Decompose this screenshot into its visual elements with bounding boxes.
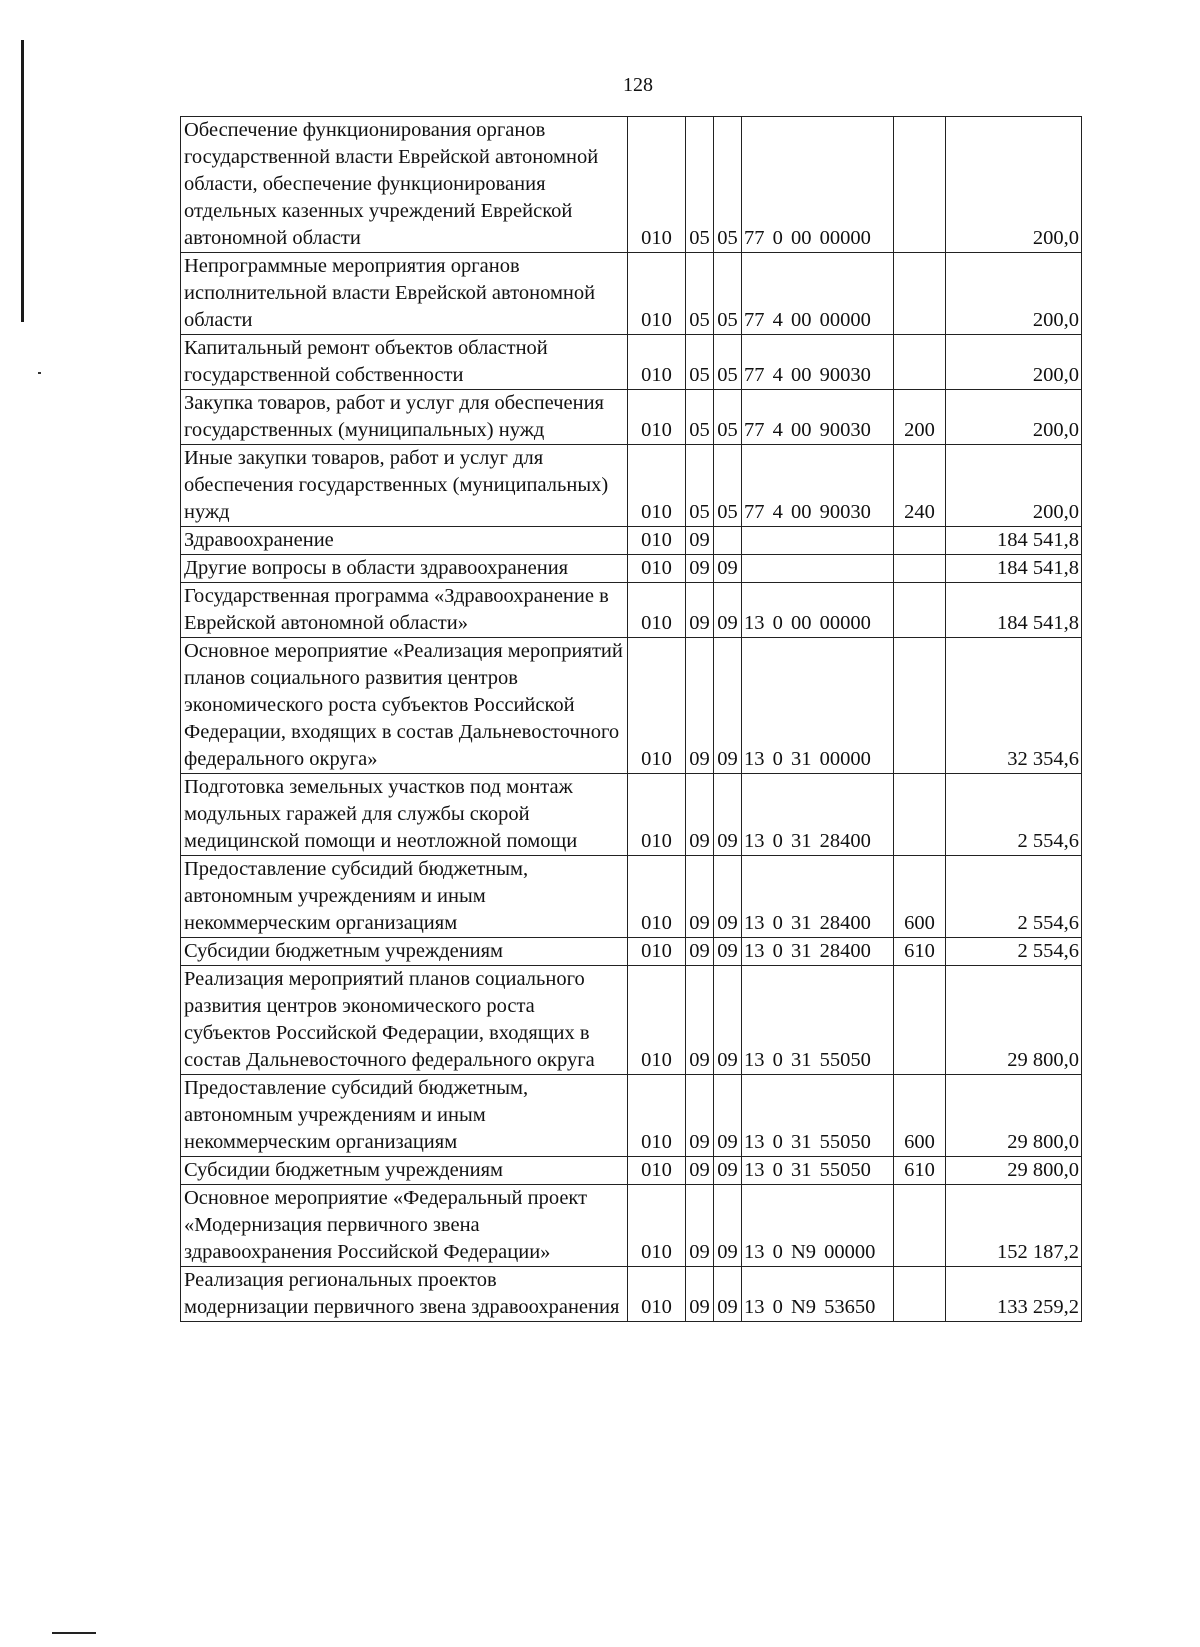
table-row — [181, 1185, 1082, 1267]
ministry-code-cell: 010 — [628, 390, 686, 445]
subsection-code-cell: 05 — [714, 445, 742, 527]
section-code-cell: 09 — [686, 527, 714, 555]
subsection-code-cell: 09 — [714, 1185, 742, 1267]
sum-cell: 184 541,8 — [946, 583, 1082, 638]
expense-type-cell — [894, 555, 946, 583]
subsection-code-cell: 09 — [714, 638, 742, 774]
expense-type-cell: 600 — [894, 1075, 946, 1157]
expense-type-cell — [894, 1267, 946, 1322]
subsection-code-cell: 09 — [714, 966, 742, 1075]
row-name-cell: Предоставление субсидий бюджетным, автономным учреждениям и иным некоммерческим организациям — [181, 856, 628, 938]
sum-cell: 184 541,8 — [946, 527, 1082, 555]
table-row — [181, 445, 1082, 527]
target-article-cell: 13 0 31 55050 — [742, 1075, 894, 1157]
sum-cell: 29 800,0 — [946, 1157, 1082, 1185]
sum-cell: 133 259,2 — [946, 1267, 1082, 1322]
budget-table — [180, 116, 1082, 1322]
sum-cell: 29 800,0 — [946, 966, 1082, 1075]
sum-cell: 200,0 — [946, 390, 1082, 445]
section-code-cell: 09 — [686, 938, 714, 966]
ministry-code-cell: 010 — [628, 583, 686, 638]
target-article-cell — [742, 555, 894, 583]
section-code-cell: 09 — [686, 1075, 714, 1157]
ministry-code-cell: 010 — [628, 555, 686, 583]
page-number: 128 — [623, 74, 653, 96]
subsection-code-cell — [714, 527, 742, 555]
sum-cell: 2 554,6 — [946, 856, 1082, 938]
table-row — [181, 856, 1082, 938]
ministry-code-cell: 010 — [628, 938, 686, 966]
row-name-cell: Здравоохранение — [181, 527, 628, 555]
sum-cell: 2 554,6 — [946, 774, 1082, 856]
row-name-cell: Обеспечение функционирования органов государственной власти Еврейской автономной области, обеспечение функционирования отдельных казенных учреждений Еврейской автономной области — [181, 117, 628, 253]
sum-cell: 200,0 — [946, 445, 1082, 527]
subsection-code-cell: 05 — [714, 253, 742, 335]
table-row — [181, 966, 1082, 1075]
expense-type-cell: 240 — [894, 445, 946, 527]
ministry-code-cell: 010 — [628, 856, 686, 938]
expense-type-cell — [894, 966, 946, 1075]
subsection-code-cell: 05 — [714, 335, 742, 390]
row-name-cell: Реализация мероприятий планов социального развития центров экономического роста субъектов Российской Федерации, входящих в состав Дальневосточного федерального округа — [181, 966, 628, 1075]
footer-rule — [52, 1632, 96, 1634]
ministry-code-cell: 010 — [628, 966, 686, 1075]
section-code-cell: 09 — [686, 1185, 714, 1267]
sum-cell: 152 187,2 — [946, 1185, 1082, 1267]
target-article-cell: 13 0 31 28400 — [742, 774, 894, 856]
section-code-cell: 09 — [686, 1267, 714, 1322]
target-article-cell: 13 0 31 28400 — [742, 856, 894, 938]
target-article-cell: 13 0 31 55050 — [742, 1157, 894, 1185]
expense-type-cell: 610 — [894, 1157, 946, 1185]
target-article-cell: 13 0 00 00000 — [742, 583, 894, 638]
subsection-code-cell: 09 — [714, 1075, 742, 1157]
table-row — [181, 390, 1082, 445]
ministry-code-cell: 010 — [628, 527, 686, 555]
ministry-code-cell: 010 — [628, 445, 686, 527]
ministry-code-cell: 010 — [628, 638, 686, 774]
target-article-cell: 77 4 00 90030 — [742, 445, 894, 527]
table-row — [181, 117, 1082, 253]
row-name-cell: Подготовка земельных участков под монтаж модульных гаражей для службы скорой медицинской помощи и неотложной помощи — [181, 774, 628, 856]
target-article-cell: 77 4 00 90030 — [742, 390, 894, 445]
ministry-code-cell: 010 — [628, 774, 686, 856]
expense-type-cell — [894, 638, 946, 774]
target-article-cell: 77 4 00 00000 — [742, 253, 894, 335]
target-article-cell: 13 0 N9 53650 — [742, 1267, 894, 1322]
section-code-cell: 09 — [686, 856, 714, 938]
subsection-code-cell: 09 — [714, 555, 742, 583]
row-name-cell: Закупка товаров, работ и услуг для обеспечения государственных (муниципальных) нужд — [181, 390, 628, 445]
ministry-code-cell: 010 — [628, 253, 686, 335]
table-row — [181, 253, 1082, 335]
expense-type-cell — [894, 335, 946, 390]
row-name-cell: Капитальный ремонт объектов областной государственной собственности — [181, 335, 628, 390]
section-code-cell: 05 — [686, 253, 714, 335]
sum-cell: 200,0 — [946, 335, 1082, 390]
sum-cell: 200,0 — [946, 253, 1082, 335]
table-row — [181, 774, 1082, 856]
row-name-cell: Иные закупки товаров, работ и услуг для обеспечения государственных (муниципальных) нужд — [181, 445, 628, 527]
table-row — [181, 938, 1082, 966]
section-code-cell: 05 — [686, 117, 714, 253]
sum-cell: 200,0 — [946, 117, 1082, 253]
row-name-cell: Основное мероприятие «Федеральный проект «Модернизация первичного звена здравоохранения Российской Федерации» — [181, 1185, 628, 1267]
row-name-cell: Субсидии бюджетным учреждениям — [181, 1157, 628, 1185]
table-row — [181, 638, 1082, 774]
sum-cell: 29 800,0 — [946, 1075, 1082, 1157]
subsection-code-cell: 09 — [714, 774, 742, 856]
section-code-cell: 09 — [686, 555, 714, 583]
subsection-code-cell: 05 — [714, 117, 742, 253]
table-row — [181, 1267, 1082, 1322]
ministry-code-cell: 010 — [628, 335, 686, 390]
section-code-cell: 05 — [686, 390, 714, 445]
row-name-cell: Непрограммные мероприятия органов исполнительной власти Еврейской автономной области — [181, 253, 628, 335]
row-name-cell: Основное мероприятие «Реализация мероприятий планов социального развития центров экономического роста субъектов Российской Федерации, входящих в состав Дальневосточного федерального округа» — [181, 638, 628, 774]
target-article-cell: 77 4 00 90030 — [742, 335, 894, 390]
sum-cell: 2 554,6 — [946, 938, 1082, 966]
table-row — [181, 527, 1082, 555]
table-row — [181, 583, 1082, 638]
ministry-code-cell: 010 — [628, 1157, 686, 1185]
expense-type-cell — [894, 583, 946, 638]
expense-type-cell — [894, 117, 946, 253]
row-name-cell: Реализация региональных проектов модернизации первичного звена здравоохранения — [181, 1267, 628, 1322]
expense-type-cell — [894, 253, 946, 335]
ministry-code-cell: 010 — [628, 1075, 686, 1157]
ministry-code-cell: 010 — [628, 1267, 686, 1322]
expense-type-cell: 610 — [894, 938, 946, 966]
target-article-cell: 13 0 31 00000 — [742, 638, 894, 774]
ministry-code-cell: 010 — [628, 1185, 686, 1267]
section-code-cell: 05 — [686, 335, 714, 390]
subsection-code-cell: 09 — [714, 856, 742, 938]
budget-table-body — [181, 117, 1082, 1322]
row-name-cell: Предоставление субсидий бюджетным, автономным учреждениям и иным некоммерческим организациям — [181, 1075, 628, 1157]
target-article-cell: 13 0 31 55050 — [742, 966, 894, 1075]
row-name-cell: Государственная программа «Здравоохранение в Еврейской автономной области» — [181, 583, 628, 638]
section-code-cell: 09 — [686, 774, 714, 856]
ministry-code-cell: 010 — [628, 117, 686, 253]
row-name-cell: Субсидии бюджетным учреждениям — [181, 938, 628, 966]
target-article-cell: 13 0 31 28400 — [742, 938, 894, 966]
section-code-cell: 05 — [686, 445, 714, 527]
subsection-code-cell: 05 — [714, 390, 742, 445]
subsection-code-cell: 09 — [714, 1157, 742, 1185]
table-row — [181, 1075, 1082, 1157]
section-code-cell: 09 — [686, 583, 714, 638]
expense-type-cell: 200 — [894, 390, 946, 445]
target-article-cell — [742, 527, 894, 555]
table-row — [181, 555, 1082, 583]
margin-speck — [38, 372, 41, 374]
sum-cell: 32 354,6 — [946, 638, 1082, 774]
table-row — [181, 335, 1082, 390]
section-code-cell: 09 — [686, 638, 714, 774]
expense-type-cell: 600 — [894, 856, 946, 938]
sum-cell: 184 541,8 — [946, 555, 1082, 583]
expense-type-cell — [894, 1185, 946, 1267]
section-code-cell: 09 — [686, 1157, 714, 1185]
target-article-cell: 13 0 N9 00000 — [742, 1185, 894, 1267]
section-code-cell: 09 — [686, 966, 714, 1075]
subsection-code-cell: 09 — [714, 938, 742, 966]
target-article-cell: 77 0 00 00000 — [742, 117, 894, 253]
subsection-code-cell: 09 — [714, 1267, 742, 1322]
subsection-code-cell: 09 — [714, 583, 742, 638]
expense-type-cell — [894, 774, 946, 856]
row-name-cell: Другие вопросы в области здравоохранения — [181, 555, 628, 583]
table-row — [181, 1157, 1082, 1185]
expense-type-cell — [894, 527, 946, 555]
